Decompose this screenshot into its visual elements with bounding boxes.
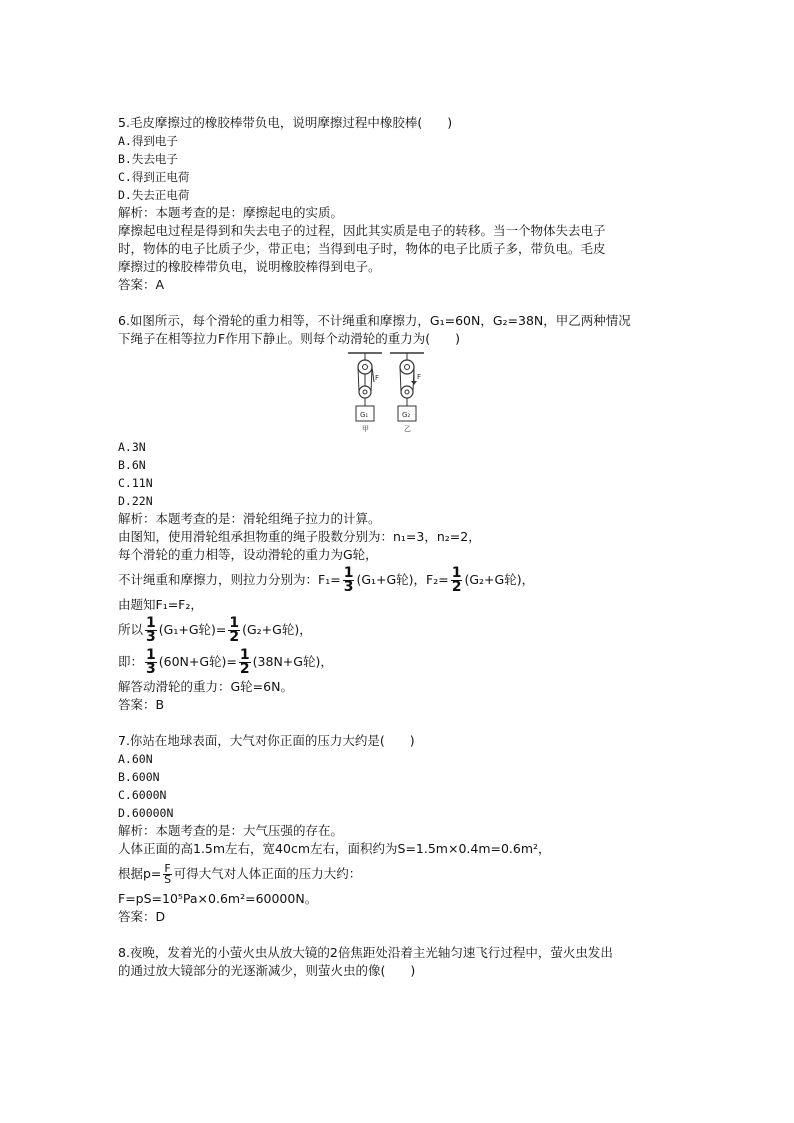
fraction-numerator: 1 [229, 615, 240, 631]
fraction-numerator: 1 [343, 565, 354, 581]
q5-option-d: D.失去正电荷 [118, 188, 190, 202]
q6-a7-t1: (60N+G轮)= [158, 654, 237, 669]
fraction-numerator: 1 [239, 647, 250, 663]
q7-analysis-1: 解析：本题考查的是：大气压强的存在。 [118, 823, 344, 838]
fraction-denominator: 2 [229, 629, 240, 645]
rope-left-free [372, 367, 374, 382]
q6-analysis-7 [118, 646, 688, 678]
q6-answer: 答案：B [118, 697, 165, 712]
q6-a6-prefix: 所以 [118, 622, 144, 637]
fraction-denominator: 2 [451, 579, 462, 595]
q6-analysis-3: 每个滑轮的重力相等，设动滑轮的重力为G轮， [118, 547, 378, 562]
q7-answer: 答案：D [118, 909, 166, 924]
fraction-one-half [451, 567, 463, 594]
q6-analysis-5: 由题知F₁=F₂， [118, 597, 203, 612]
fraction-numerator: 1 [146, 615, 156, 631]
q6-a4-prefix: 不计绳重和摩擦力，则拉力分别为：F₁= [118, 572, 341, 587]
fraction-f-over-s [163, 864, 171, 885]
q5-option-a: A.得到电子 [118, 134, 178, 148]
fixed-pulley-right-axle [405, 365, 410, 370]
q7-analysis-4: F=pS=10⁵Pa×0.6m²=60000N。 [118, 891, 318, 906]
fraction-denominator: 2 [239, 661, 250, 677]
q6-analysis-1: 解析：本题考查的是：滑轮组绳子拉力的计算。 [118, 511, 381, 526]
q6-option-c: C.11N [118, 476, 153, 490]
force-arrow-right [411, 381, 417, 385]
moving-pulley-right [401, 386, 413, 398]
fixed-pulley-left-axle [363, 365, 368, 370]
caption-left: 甲 [362, 425, 369, 433]
q5-stem: 5.毛皮摩擦过的橡胶棒带负电，说明摩擦过程中橡胶棒( ) [118, 115, 453, 130]
q6-stem-2: 下绳子在相等拉力F作用下静止。则每个动滑轮的重力为( ) [118, 331, 460, 346]
q6-a4-mid1: (G₁+G轮)，F₂= [356, 572, 449, 587]
caption-right: 乙 [404, 425, 411, 433]
q7-option-b: B.600N [118, 770, 160, 784]
q7-analysis-3 [118, 858, 688, 890]
q5-analysis-4: 摩擦过的橡胶棒带负电，说明橡胶棒得到电子。 [118, 259, 381, 274]
fraction-one-half [239, 649, 251, 676]
q6-analysis-4 [118, 564, 688, 596]
q5-option-c: C.得到正电荷 [118, 170, 190, 184]
q6-option-d: D.22N [118, 494, 153, 508]
fraction-numerator: 1 [146, 647, 156, 663]
q5-analysis-3: 时，物体的电子比质子少，带正电；当得到电子时，物体的电子比质子多，带负电。毛皮 [118, 241, 606, 256]
q6-analysis-6 [118, 614, 688, 646]
fraction-one-third [145, 617, 157, 644]
fraction-denominator: 3 [146, 661, 156, 677]
q6-a7-t2: (38N+G轮)， [252, 654, 333, 669]
q6-a7-prefix: 即： [118, 654, 144, 669]
fraction-numerator: 1 [451, 565, 462, 581]
q6-a6-t2: (G₂+G轮)， [242, 622, 312, 637]
fraction-one-third [145, 649, 157, 676]
q7-analysis-2: 人体正面的高1.5m左右，宽40cm左右，面积约为S=1.5m×0.4m=0.6m²， [118, 841, 551, 856]
moving-pulley-left [359, 386, 371, 398]
q5-analysis-1: 解析：本题考查的是：摩擦起电的实质。 [118, 205, 344, 220]
q8-stem-1: 8.夜晚，发着光的小萤火虫从放大镜的2倍焦距处沿着主光轴匀速飞行过程中，萤火虫发出 [118, 945, 613, 960]
q7-option-a: A.60N [118, 752, 153, 766]
q6-option-b: B.6N [118, 458, 146, 472]
fraction-denominator: S [164, 873, 172, 886]
weight-g2-label: G₂ [402, 411, 411, 419]
pulley-diagram [348, 350, 428, 434]
q6-analysis-2: 由图知，使用滑轮组承担物重的绳子股数分别为：n₁=3，n₂=2， [118, 529, 481, 544]
fixed-pulley-left [358, 360, 372, 374]
fraction-denominator: 3 [146, 629, 156, 645]
q7-option-c: C.6000N [118, 788, 167, 802]
pulley-figure [118, 348, 688, 438]
fraction-denominator: 3 [343, 579, 354, 595]
q5-answer: 答案：A [118, 277, 165, 292]
force-label-left: F [375, 374, 380, 382]
q6-option-a: A.3N [118, 440, 146, 454]
q6-a4-mid2: (G₂+G轮)， [464, 572, 535, 587]
q6-a6-t1: (G₁+G轮)= [158, 622, 227, 637]
q5-option-b: B.失去电子 [118, 152, 178, 166]
q7-a3-suffix: 可得大气对人体正面的压力大约： [173, 866, 362, 881]
weight-g1-label: G₁ [360, 411, 369, 419]
force-label-right: F [417, 373, 422, 381]
document-page [118, 114, 688, 980]
q8-stem-2: 的通过放大镜部分的光逐渐减少，则萤火虫的像( ) [118, 963, 416, 978]
q7-a3-prefix: 根据p= [118, 866, 162, 881]
q7-option-d: D.60000N [118, 806, 174, 820]
q5-analysis-2: 摩擦起电过程是得到和失去电子的过程，因此其实质是电子的转移。当一个物体失去电子 [118, 223, 606, 238]
q6-analysis-8: 解答动滑轮的重力：G轮=6N。 [118, 679, 293, 694]
fixed-pulley-right [400, 360, 414, 374]
moving-pulley-right-axle [405, 390, 409, 394]
fraction-one-half [228, 617, 240, 644]
q7-stem: 7.你站在地球表面，大气对你正面的压力大约是( ) [118, 733, 415, 748]
fraction-one-third [343, 567, 355, 594]
moving-pulley-left-axle [363, 390, 367, 394]
fraction-numerator: F [164, 862, 171, 875]
q6-stem-1: 6.如图所示，每个滑轮的重力相等，不计绳重和摩擦力，G₁=60N，G₂=38N，甲乙两种情况 [118, 313, 631, 328]
